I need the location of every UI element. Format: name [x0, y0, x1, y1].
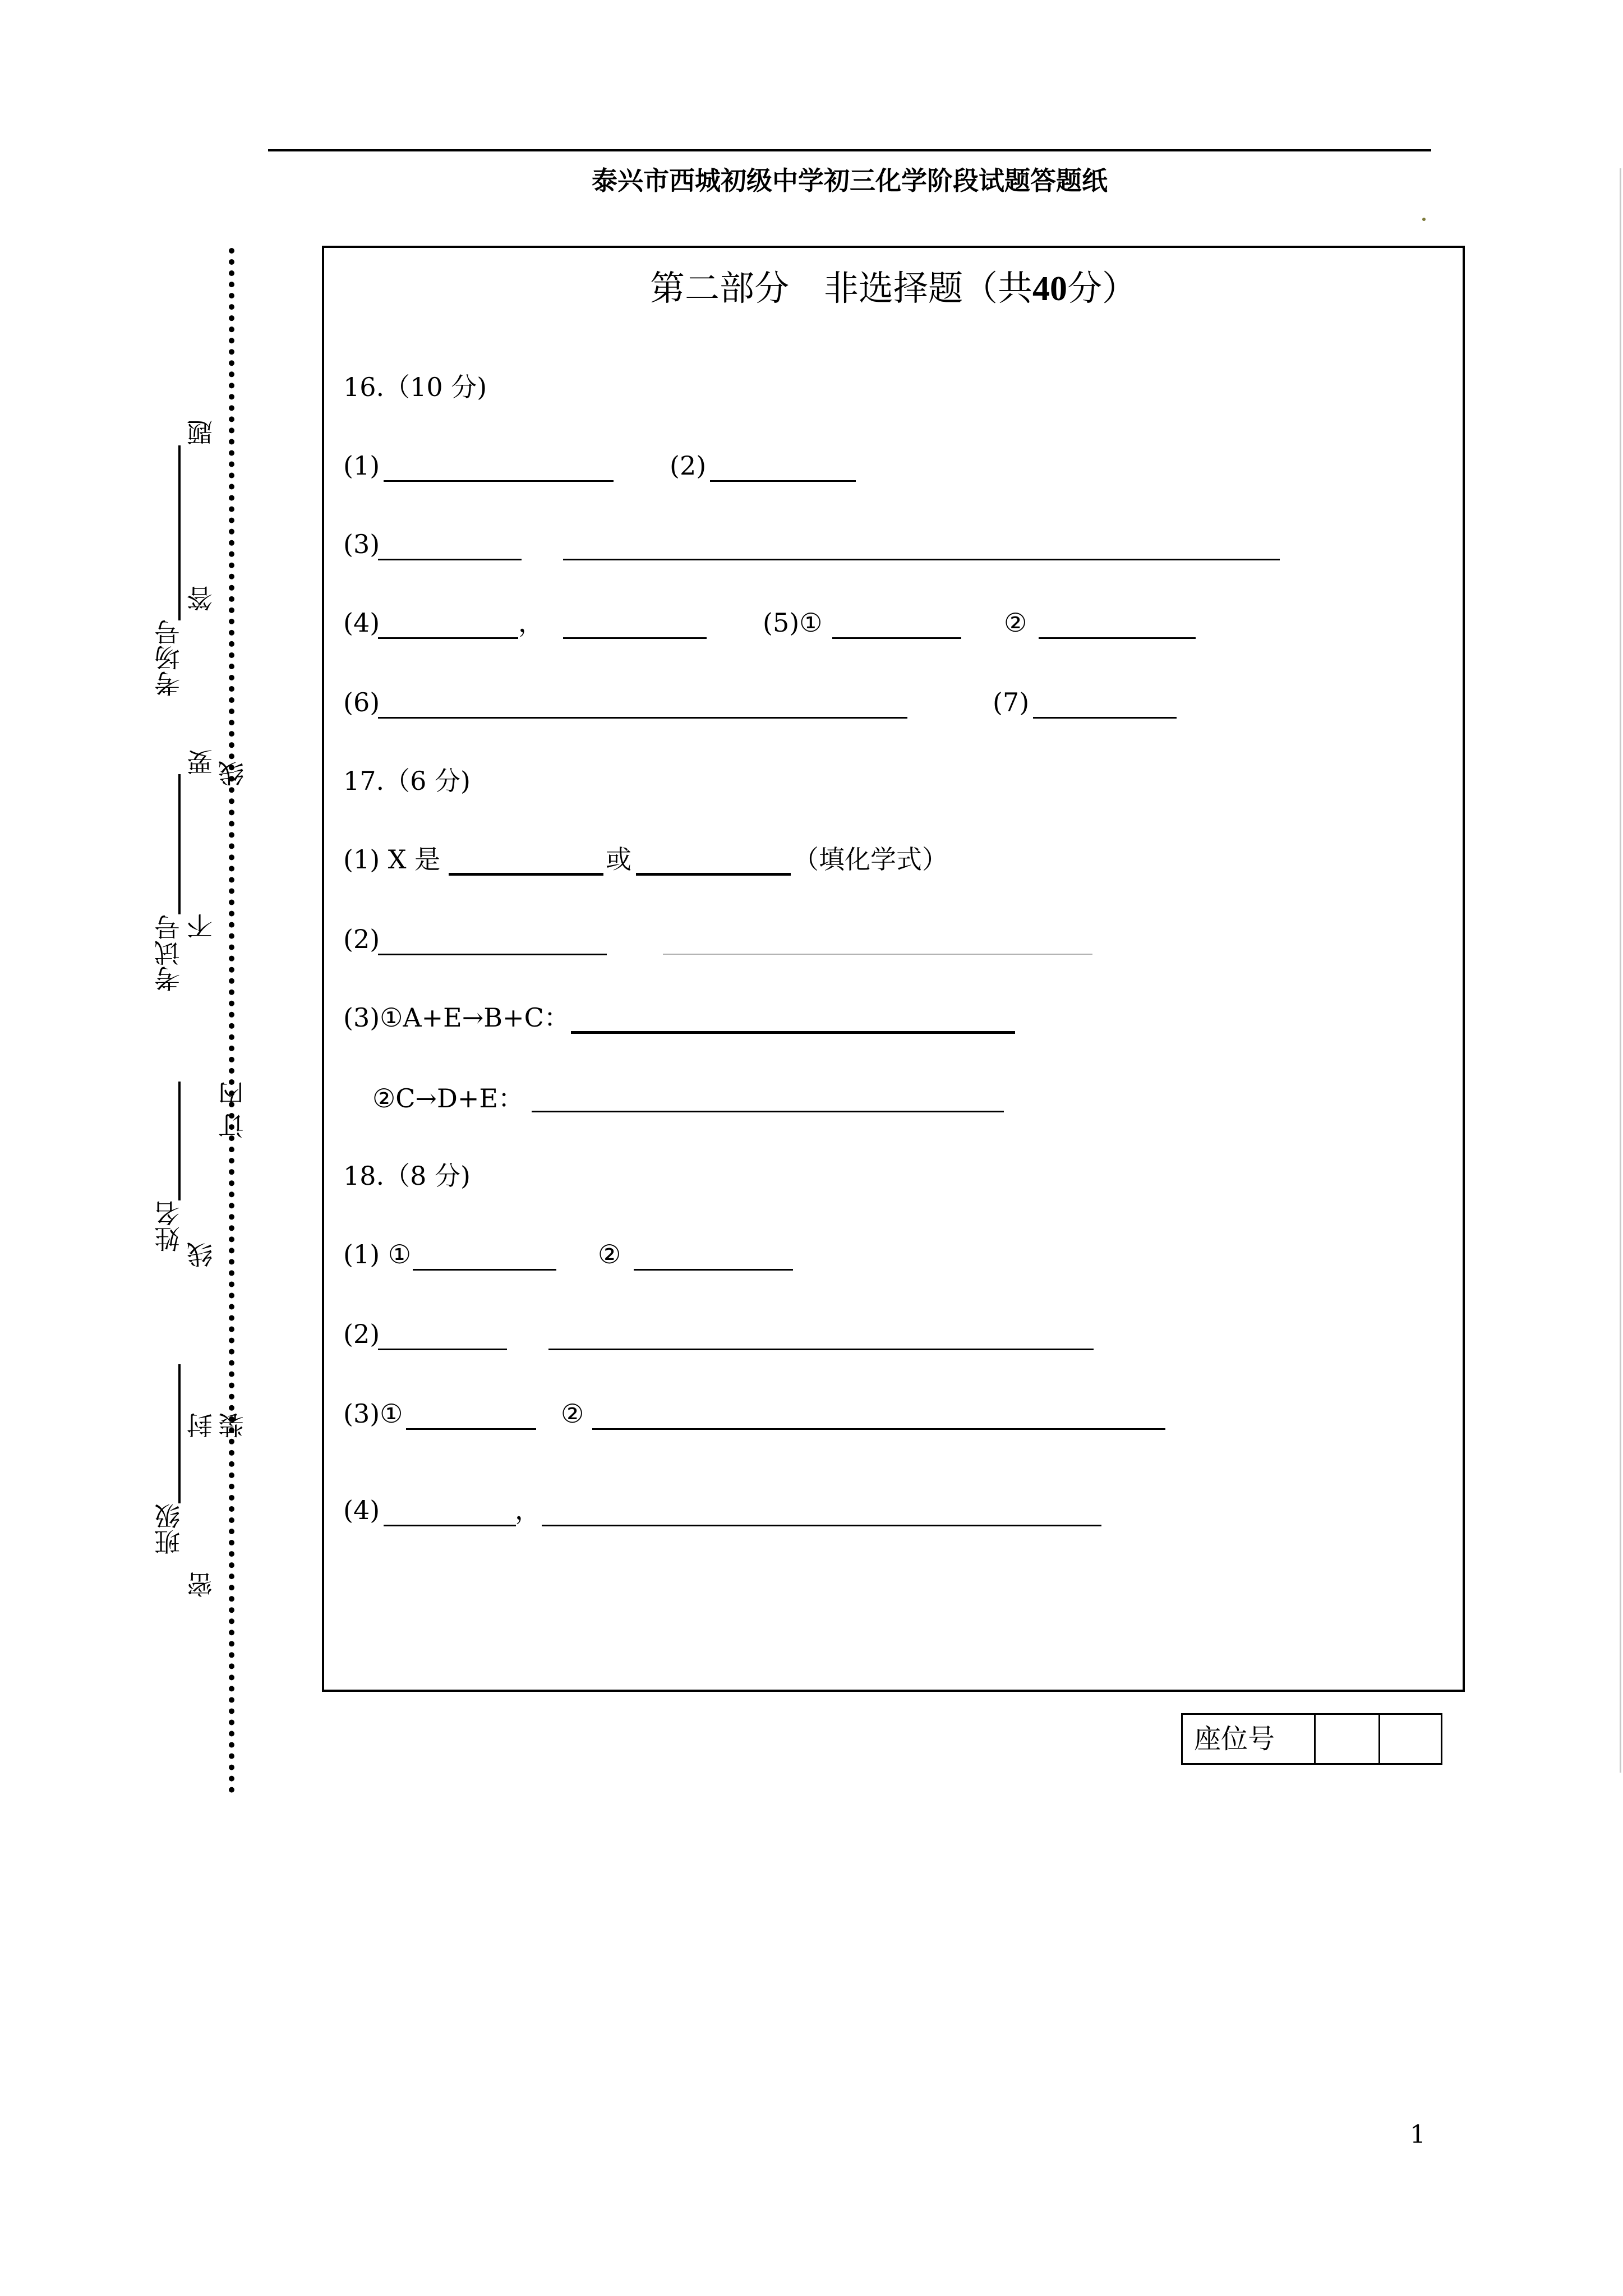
q18-1b-answer[interactable] [634, 1269, 793, 1271]
q18-4-comma: ， [515, 1495, 541, 1525]
q17-3b-label: ②C→D+E： [372, 1083, 524, 1114]
notice-char-mi: 密 [186, 1572, 216, 1598]
q18-2-answer-a[interactable] [378, 1349, 507, 1350]
q18-1a-answer[interactable] [413, 1269, 556, 1271]
q18-1b-label: ② [598, 1239, 621, 1269]
q16-2-answer[interactable] [710, 480, 856, 482]
q16-6-answer[interactable] [378, 717, 907, 719]
q18-3b-label: ② [561, 1398, 584, 1429]
line-char-zhuang: 装 [218, 1412, 248, 1438]
q18-heading: 18.（8 分) [343, 1161, 471, 1191]
header-rule [268, 149, 1431, 151]
q16-1-label: (1) [343, 450, 380, 481]
q18-4-answer-a[interactable] [384, 1525, 516, 1526]
notice-char-feng: 封 [186, 1412, 216, 1438]
q16-2-label: (2) [670, 450, 707, 481]
label-exam-number: 考试号 [154, 914, 184, 992]
seat-number-box [1181, 1713, 1442, 1765]
q17-2-label: (2) [343, 924, 380, 954]
q16-heading: 16.（10 分) [343, 372, 487, 402]
q17-heading: 17.（6 分) [343, 766, 471, 796]
q16-7-answer[interactable] [1033, 717, 1177, 719]
q16-7-label: (7) [993, 687, 1030, 717]
q16-4-answer-a[interactable] [378, 637, 518, 639]
section-title: 第二部分 非选择题（共40分） [649, 268, 1137, 309]
q18-2-answer-b[interactable] [548, 1349, 1094, 1350]
notice-char-nei: 内 [218, 1082, 248, 1107]
q17-1-note: （填化学式） [793, 844, 948, 875]
label-name: 姓名 [154, 1200, 184, 1252]
q17-1-answer-b[interactable] [636, 873, 791, 876]
q17-1-label: (1) X 是 [343, 844, 441, 875]
exam-room-field[interactable] [178, 445, 181, 620]
notice-char-da: 答 [186, 586, 216, 611]
seat-number-label: 座位号 [1183, 1715, 1316, 1763]
page-number: 1 [1410, 2120, 1426, 2149]
label-exam-room: 考场号 [154, 619, 184, 697]
page-edge-line [1620, 168, 1621, 1773]
q18-3b-answer[interactable] [592, 1428, 1165, 1430]
binding-dotted-line [229, 248, 234, 1793]
q18-4-answer-b[interactable] [542, 1525, 1101, 1526]
label-class: 班级 [154, 1503, 184, 1555]
q18-3a-answer[interactable] [406, 1428, 536, 1430]
page-header-title: 泰兴市西城初级中学初三化学阶段试题答题纸 [592, 165, 1108, 196]
name-field[interactable] [178, 1082, 181, 1200]
q16-4-answer-b[interactable] [563, 637, 707, 639]
q17-1-answer-a[interactable] [449, 873, 603, 876]
line-char-xian: 线 [218, 761, 248, 786]
q17-2-answer-b[interactable] [663, 954, 1092, 955]
q16-3-answer-b[interactable] [563, 559, 1280, 560]
exam-number-field[interactable] [178, 774, 181, 914]
q18-3a-label: (3)① [343, 1398, 403, 1429]
seat-number-cell-2[interactable] [1378, 1715, 1441, 1763]
q17-2-answer-a[interactable] [378, 954, 607, 955]
q17-3b-answer[interactable] [532, 1111, 1004, 1112]
line-char-ding: 订 [218, 1113, 248, 1139]
q17-3a-answer[interactable] [571, 1031, 1015, 1034]
q16-1-answer[interactable] [384, 480, 614, 482]
q18-4-label: (4) [343, 1495, 380, 1525]
stray-dot [1422, 218, 1426, 221]
seat-number-cell-1[interactable] [1316, 1715, 1378, 1763]
q16-3-answer-a[interactable] [378, 559, 522, 560]
q18-2-label: (2) [343, 1319, 380, 1349]
answer-box [322, 246, 1465, 1692]
q18-1a-label: (1) ① [343, 1239, 412, 1269]
q16-5-label: (5)① [763, 608, 823, 638]
notice-char-bu: 不 [186, 913, 216, 939]
q16-6-label: (6) [343, 687, 380, 717]
q16-4-label: (4) [343, 608, 380, 638]
class-field[interactable] [178, 1364, 181, 1503]
q16-5-label-b: ② [1004, 608, 1027, 638]
notice-char-yao: 要 [186, 749, 216, 775]
q17-3a-label: (3)①A+E→B+C： [343, 1002, 570, 1033]
q16-5-answer-b[interactable] [1039, 637, 1196, 639]
notice-char-xian: 线 [186, 1242, 216, 1268]
notice-char-ti: 题 [186, 420, 216, 445]
q16-5-answer-a[interactable] [832, 637, 961, 639]
q16-3-label: (3) [343, 529, 380, 559]
q16-4-comma: ， [518, 608, 544, 638]
q17-1-or: 或 [606, 844, 631, 875]
